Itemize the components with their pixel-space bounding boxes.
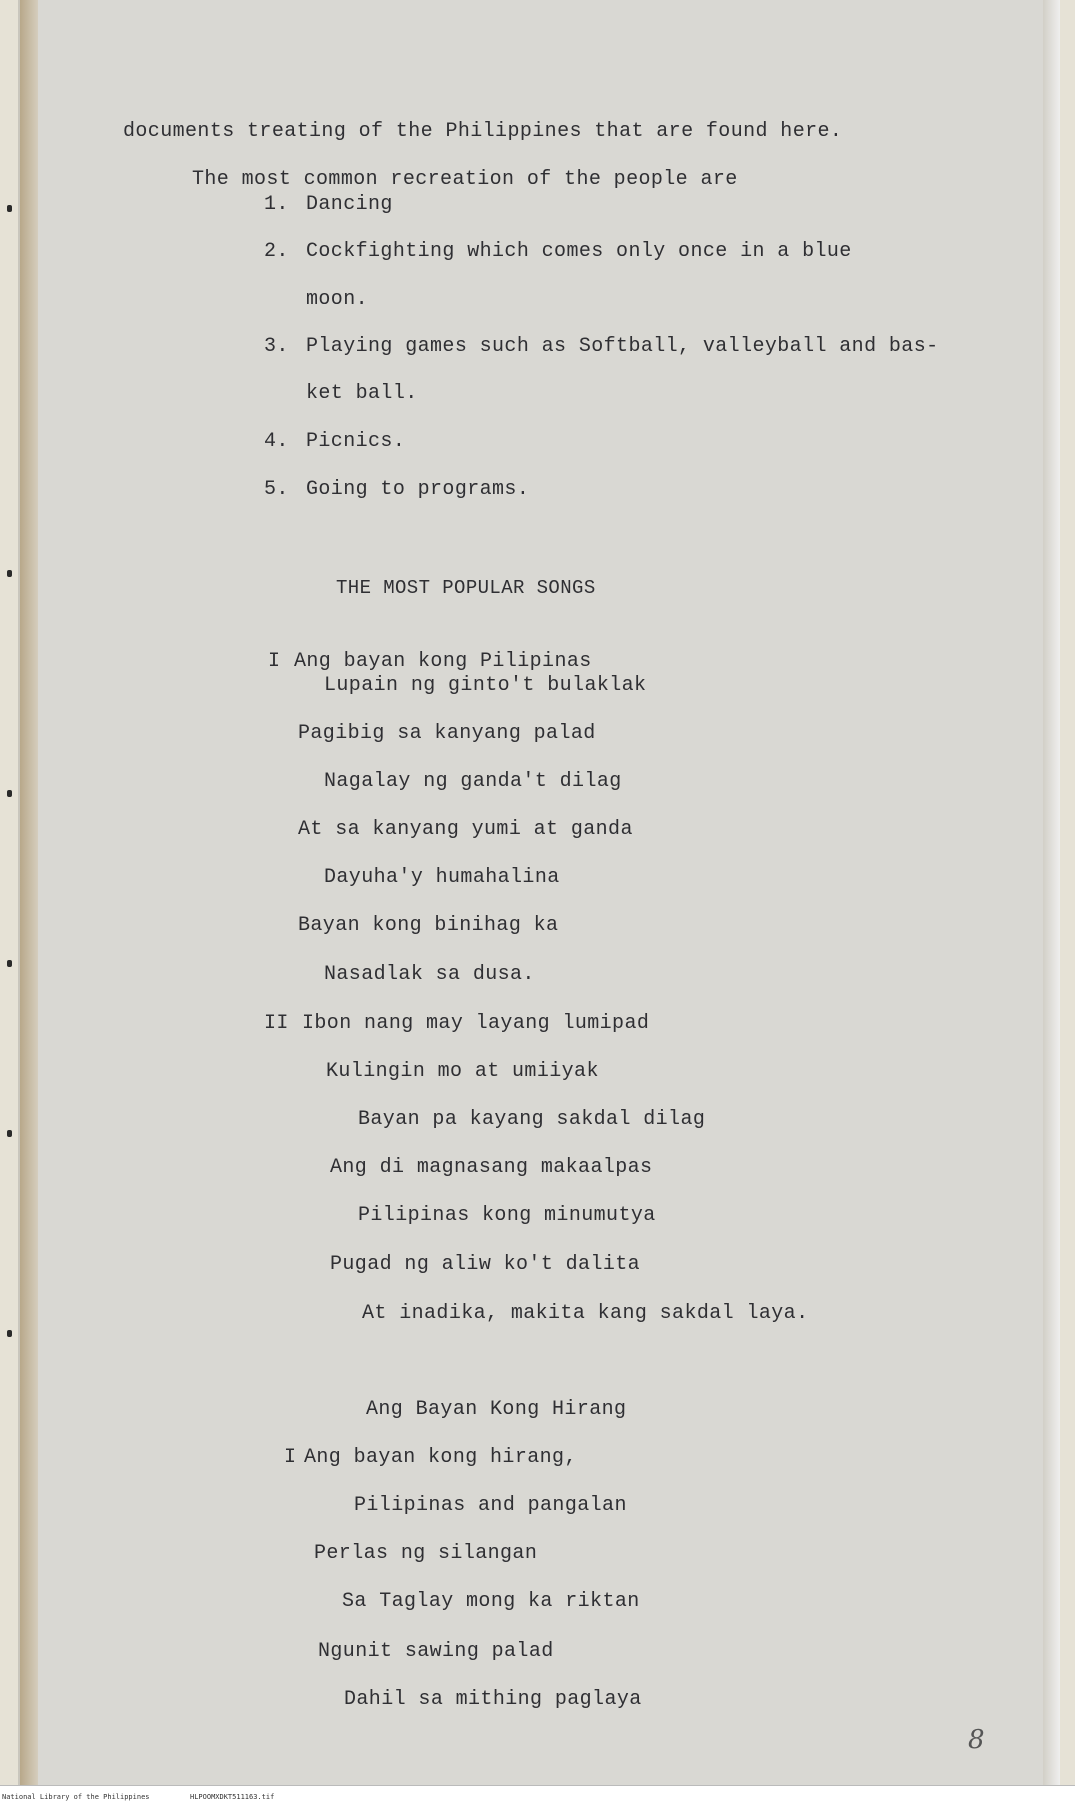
intro-line-2: The most common recreation of the people are <box>192 168 738 191</box>
verse-marker: I <box>284 1446 297 1469</box>
song-line: Pilipinas kong minumutya <box>358 1204 656 1227</box>
verse-marker: I <box>268 650 281 673</box>
song-line: Ibon nang may layang lumipad <box>302 1012 650 1035</box>
intro-line-1: documents treating of the Philippines that are found here. <box>123 120 843 143</box>
song-line: At sa kanyang yumi at ganda <box>298 818 633 841</box>
song-line: At inadika, makita kang sakdal laya. <box>362 1302 809 1325</box>
list-number: 4. <box>264 430 289 453</box>
list-number: 3. <box>264 335 289 358</box>
list-item: Playing games such as Softball, valleyball and bas- <box>306 335 939 358</box>
songs-heading: THE MOST POPULAR SONGS <box>336 577 596 599</box>
list-item: Picnics. <box>306 430 406 453</box>
song-line: Dayuha'y humahalina <box>324 866 560 889</box>
verse-marker: II <box>264 1012 289 1035</box>
song-line: Perlas ng silangan <box>314 1542 538 1565</box>
page-left-edge <box>20 0 38 1785</box>
document-page <box>18 0 1060 1785</box>
footer-source: National Library of the Philippines <box>2 1793 150 1801</box>
list-number: 2. <box>264 240 289 263</box>
list-item: Dancing <box>306 193 393 216</box>
song-line: Sa Taglay mong ka riktan <box>342 1590 640 1613</box>
page-right-edge <box>1043 0 1060 1785</box>
song-line: Kulingin mo at umiiyak <box>326 1060 599 1083</box>
binder-hole <box>7 570 12 577</box>
song-line: Nagalay ng ganda't dilag <box>324 770 622 793</box>
song-title: Ang Bayan Kong Hirang <box>366 1398 627 1421</box>
song-line: Lupain ng ginto't bulaklak <box>324 674 647 697</box>
list-item-continued: moon. <box>306 288 369 311</box>
list-number: 1. <box>264 193 289 216</box>
binder-hole <box>7 1330 12 1337</box>
list-number: 5. <box>264 478 289 501</box>
song-line: Ang bayan kong hirang, <box>304 1446 577 1469</box>
song-line: Pilipinas and pangalan <box>354 1494 627 1517</box>
song-line: Ang di magnasang makaalpas <box>330 1156 653 1179</box>
binder-hole <box>7 205 12 212</box>
footer-filename: HLPOOMXDKT511163.tif <box>190 1793 275 1801</box>
binder-hole <box>7 1130 12 1137</box>
song-line: Pagibig sa kanyang palad <box>298 722 596 745</box>
song-line: Pugad ng aliw ko't dalita <box>330 1253 641 1276</box>
song-line: Dahil sa mithing paglaya <box>344 1688 642 1711</box>
song-line: Nasadlak sa dusa. <box>324 963 535 986</box>
list-item: Going to programs. <box>306 478 530 501</box>
song-line: Ngunit sawing palad <box>318 1640 554 1663</box>
page-number: 8 <box>968 1725 985 1755</box>
list-item: Cockfighting which comes only once in a blue <box>306 240 852 263</box>
scan-footer <box>0 1785 1075 1809</box>
song-line: Bayan pa kayang sakdal dilag <box>358 1108 706 1131</box>
song-line: Ang bayan kong Pilipinas <box>294 650 592 673</box>
binder-hole <box>7 790 12 797</box>
binder-hole <box>7 960 12 967</box>
song-line: Bayan kong binihag ka <box>298 914 559 937</box>
list-item-continued: ket ball. <box>306 382 418 405</box>
